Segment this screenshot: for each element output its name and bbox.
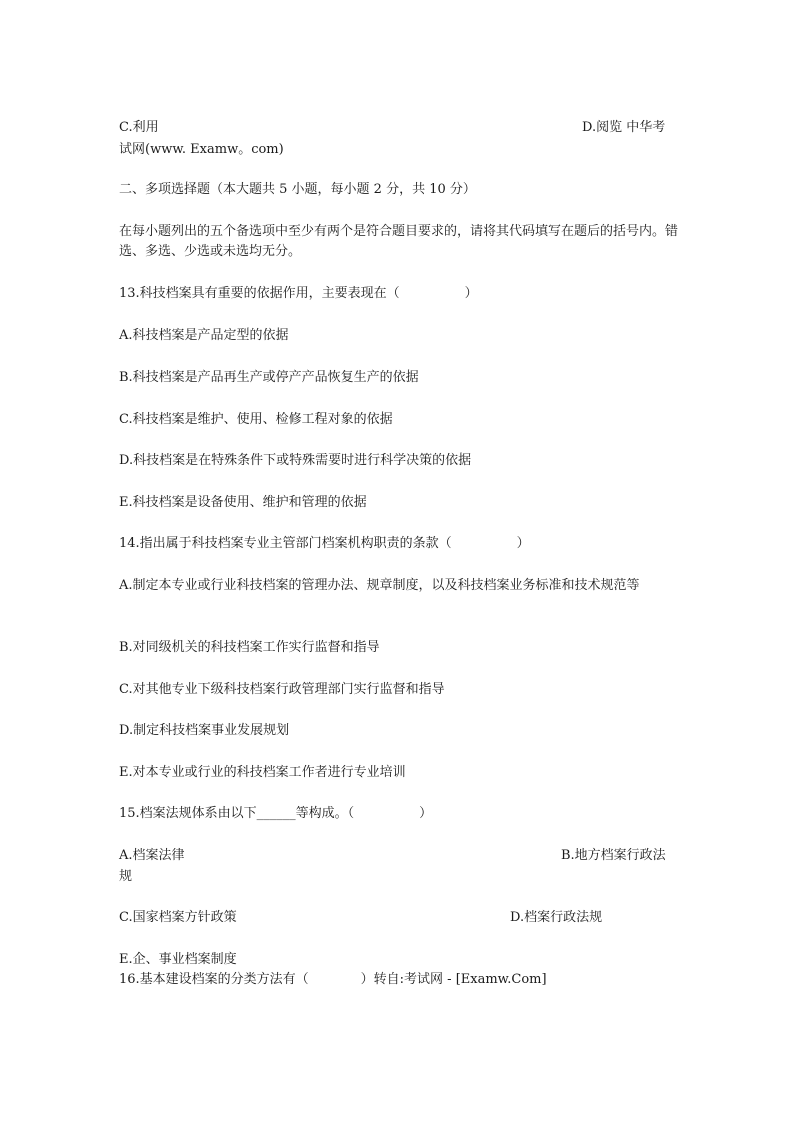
question-13-option-e: E.科技档案是设备使用、维护和管理的依据	[119, 495, 367, 510]
question-15-stem: 15.档案法规体系由以下______等构成。（ ）	[119, 806, 433, 821]
question-14-option-b: B.对同级机关的科技档案工作实行监督和指导	[119, 640, 380, 655]
section-instruction: 在每小题列出的五个备选项中至少有两个是符合题目要求的，请将其代码填写在题后的括号内。错选、多选、少选或未选均无分。	[119, 224, 679, 259]
question-16-stem: 16.基本建设档案的分类方法有（ ）转自:考试网 - [Examw.Com]	[119, 972, 547, 987]
question-13-option-a: A.科技档案是产品定型的依据	[119, 328, 289, 343]
question-15-option-c: C.国家档案方针政策	[119, 910, 237, 925]
option-d-read: D.阅览 中华考	[582, 120, 666, 135]
option-c-use: C.利用	[119, 120, 159, 135]
question-14-option-e: E.对本专业或行业的科技档案工作者进行专业培训	[119, 765, 406, 780]
section-title: 二、多项选择题（本大题共 5 小题，每小题 2 分，共 10 分）	[119, 182, 476, 197]
question-14-option-d: D.制定科技档案事业发展规划	[119, 723, 290, 738]
question-13-stem: 13.科技档案具有重要的依据作用，主要表现在（ ）	[119, 286, 478, 301]
question-15-option-d: D.档案行政法规	[510, 910, 603, 925]
question-14-option-c: C.对其他专业下级科技档案行政管理部门实行监督和指导	[119, 682, 445, 697]
question-15-option-b: B.地方档案行政法	[561, 848, 666, 863]
option-d-continuation: 试网(www. Examw。com)	[119, 142, 284, 157]
question-13-option-b: B.科技档案是产品再生产或停产产品恢复生产的依据	[119, 370, 419, 385]
question-15-option-a: A.档案法律	[119, 848, 185, 863]
question-14-stem: 14.指出属于科技档案专业主管部门档案机构职责的条款（ ）	[119, 536, 530, 551]
question-13-option-d: D.科技档案是在特殊条件下或特殊需要时进行科学决策的依据	[119, 453, 472, 468]
question-13-option-c: C.科技档案是维护、使用、检修工程对象的依据	[119, 412, 393, 427]
question-14-option-a: A.制定本专业或行业科技档案的管理办法、规章制度，以及科技档案业务标准和技术规范等	[119, 578, 640, 593]
question-15-option-b-continuation: 规	[119, 869, 133, 884]
question-15-option-e: E.企、事业档案制度	[119, 952, 237, 967]
